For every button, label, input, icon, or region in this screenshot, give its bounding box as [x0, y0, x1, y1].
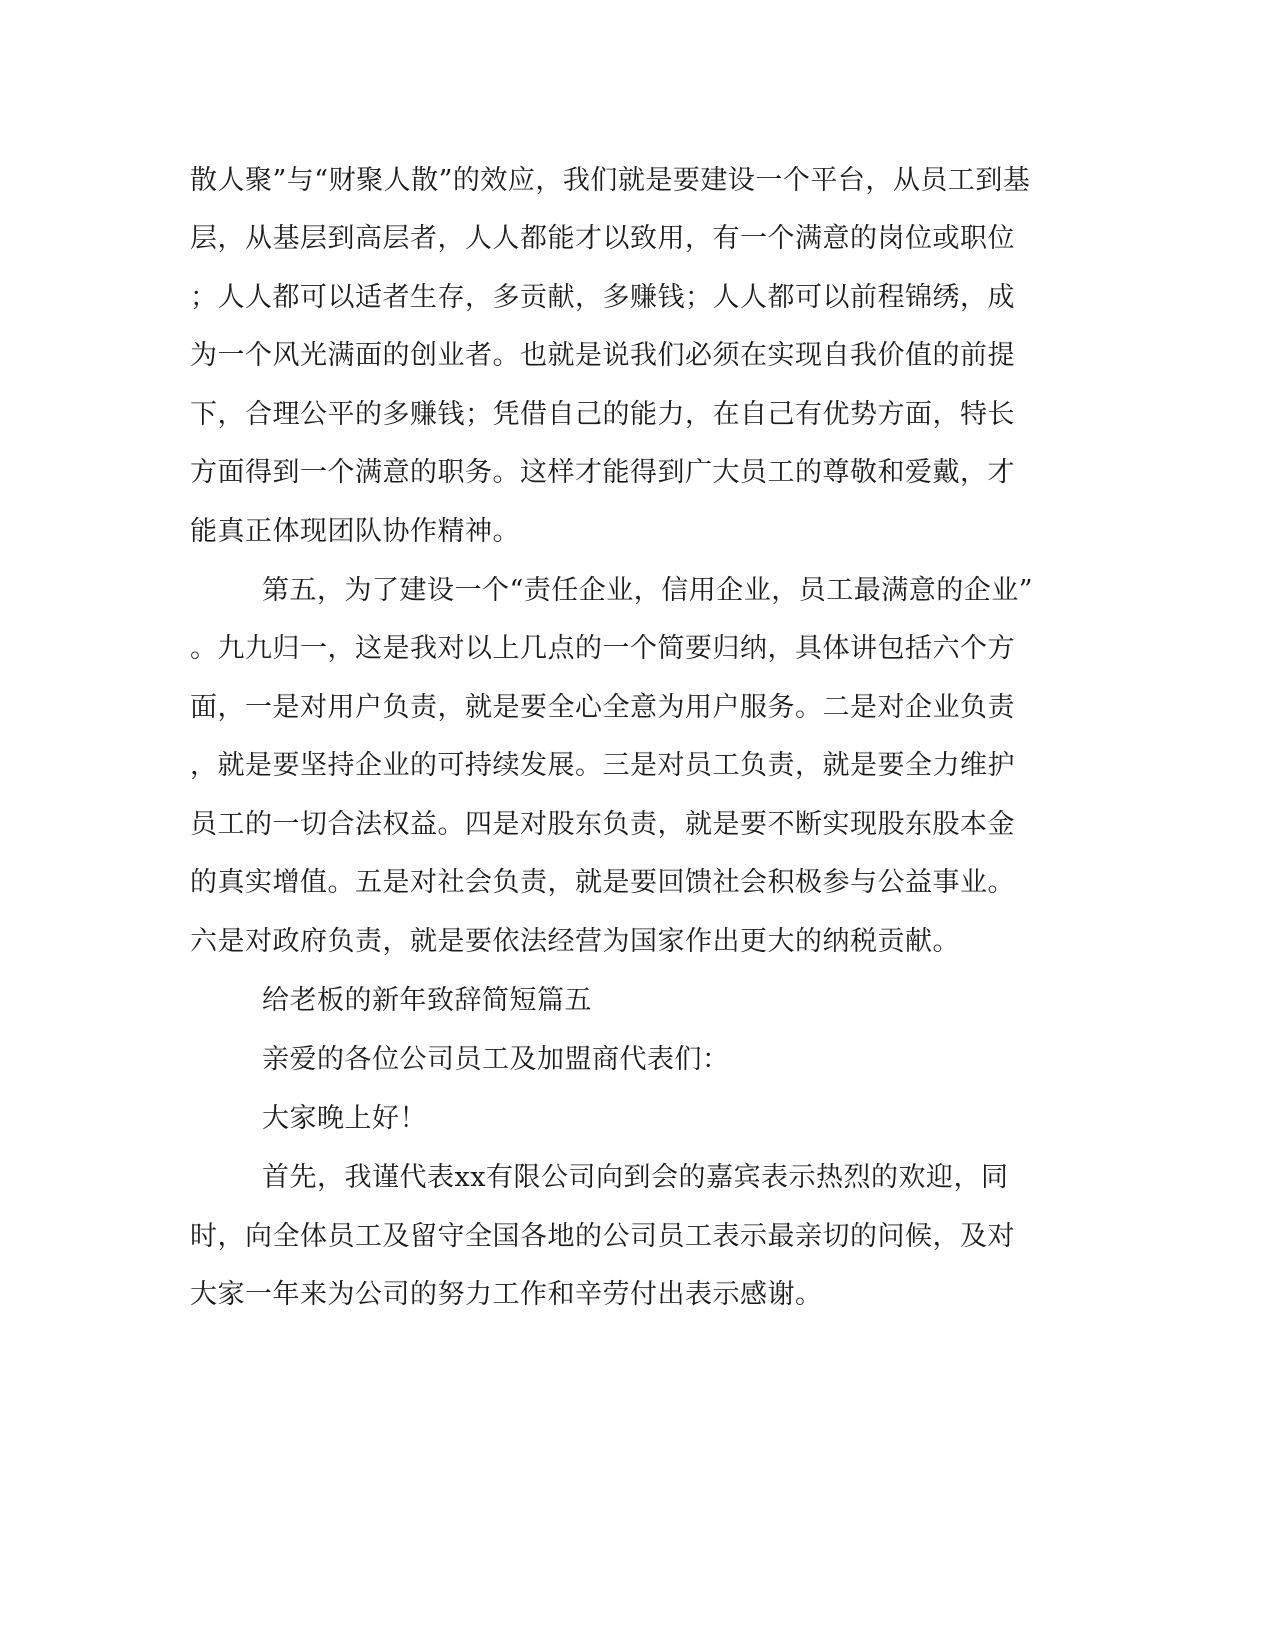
body-text-line: 大家一年来为公司的努力工作和辛劳付出表示感谢。 — [190, 1279, 823, 1310]
body-text-line: 层，从基层到高层者，人人都能才以致用，有一个满意的岗位或职位 — [190, 223, 1015, 254]
body-text-line: 时，向全体员工及留守全国各地的公司员工表示最亲切的问候，及对 — [190, 1221, 1015, 1252]
body-text-line: 下，合理公平的多赚钱；凭借自己的能力，在自己有优势方面，特长 — [190, 399, 1015, 430]
body-text-line: 的真实增值。五是对社会负责，就是要回馈社会积极参与公益事业。 — [190, 867, 1015, 898]
body-text-line: 散人聚”与“财聚人散”的效应，我们就是要建设一个平台，从员工到基 — [190, 165, 1031, 196]
body-text-line: ，就是要坚持企业的可持续发展。三是对员工负责，就是要全力维护 — [190, 750, 1015, 781]
body-text-line: 方面得到一个满意的职务。这样才能得到广大员工的尊敬和爱戴，才 — [190, 457, 1015, 488]
greeting: 大家晚上好！ — [262, 1103, 427, 1134]
section-heading: 给老板的新年致辞简短篇五 — [262, 985, 592, 1016]
paragraph-first-line: 首先，我谨代表xx有限公司向到会的嘉宾表示热烈的欢迎，同 — [262, 1162, 1009, 1193]
body-text-line: 员工的一切合法权益。四是对股东负责，就是要不断实现股东股本金 — [190, 809, 1015, 840]
body-text-line: 能真正体现团队协作精神。 — [190, 516, 520, 547]
body-text-line: 面，一是对用户负责，就是要全心全意为用户服务。二是对企业负责 — [190, 692, 1015, 723]
body-text-line: 六是对政府负责，就是要依法经营为国家作出更大的纳税贡献。 — [190, 926, 960, 957]
body-text-line: 为一个风光满面的创业者。也就是说我们必须在实现自我价值的前提 — [190, 340, 1015, 371]
body-text-line: ；人人都可以适者生存，多贡献，多赚钱；人人都可以前程锦绣，成 — [190, 282, 1015, 313]
body-text-line: 。九九归一，这是我对以上几点的一个简要归纳，具体讲包括六个方 — [190, 633, 1015, 664]
salutation: 亲爱的各位公司员工及加盟商代表们： — [262, 1044, 730, 1075]
paragraph-first-line: 第五，为了建设一个“责任企业，信用企业，员工最满意的企业” — [262, 575, 1034, 606]
